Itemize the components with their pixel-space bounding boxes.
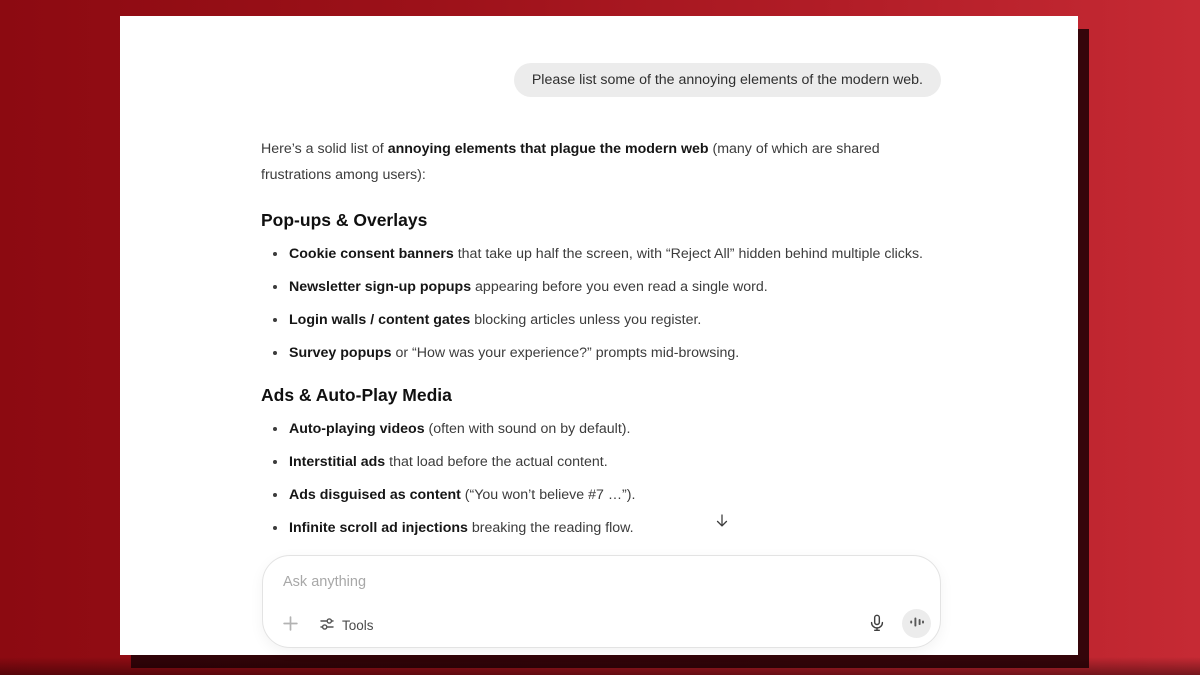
- composer: [262, 555, 941, 648]
- list-item: [261, 485, 941, 505]
- list-item: [261, 277, 941, 297]
- intro-text-post: (many of which are shared frustrations among users):: [261, 141, 880, 183]
- attach-button[interactable]: [280, 615, 300, 635]
- composer-input[interactable]: [283, 571, 903, 593]
- chat-window: [120, 16, 1078, 655]
- list-item-text: (“You won’t believe #7 …”).: [460, 487, 636, 503]
- arrow-down-icon: [713, 518, 731, 533]
- section-heading-ads: Ads & Auto-Play Media: [261, 385, 452, 405]
- voice-waveform-icon: [909, 614, 925, 633]
- list-item-bold: Newsletter sign-up popups: [289, 279, 472, 295]
- list-item: [261, 310, 941, 330]
- screen-bottom-shadow: [0, 657, 1200, 675]
- tools-button[interactable]: [319, 615, 374, 635]
- dictate-button[interactable]: [866, 613, 888, 635]
- list-item-text: appearing before you even read a single word.: [471, 279, 768, 295]
- list-item: [261, 343, 941, 363]
- assistant-intro: [261, 136, 941, 188]
- scroll-to-bottom-button[interactable]: [713, 512, 731, 530]
- bullet-list-popups: [261, 244, 941, 363]
- list-item-text: (often with sound on by default).: [424, 421, 631, 437]
- sliders-icon: [319, 616, 335, 635]
- bullet-list-ads: [261, 419, 941, 538]
- list-item: [261, 518, 941, 538]
- list-item-text: that load before the actual content.: [385, 454, 608, 470]
- list-item-text: blocking articles unless you register.: [470, 312, 702, 328]
- list-item-bold: Survey popups: [289, 345, 392, 361]
- microphone-icon: [867, 613, 887, 636]
- tools-label: Tools: [342, 617, 374, 633]
- list-item: [261, 419, 941, 439]
- assistant-message: [261, 136, 941, 551]
- list-item-text: or “How was your experience?” prompts mid-browsing.: [391, 345, 740, 361]
- intro-text: Here’s a solid list of: [261, 141, 388, 157]
- list-item-bold: Cookie consent banners: [289, 246, 454, 262]
- list-item-text: breaking the reading flow.: [467, 520, 634, 536]
- list-item: [261, 244, 941, 264]
- list-item-text: that take up half the screen, with “Reject All” hidden behind multiple clicks.: [453, 246, 924, 262]
- section-heading-popups: Pop-ups & Overlays: [261, 210, 428, 230]
- list-item-bold: Login walls / content gates: [289, 312, 471, 328]
- list-item: [261, 452, 941, 472]
- list-item-bold: Ads disguised as content: [289, 487, 461, 503]
- list-item-bold: Auto-playing videos: [289, 421, 425, 437]
- voice-mode-button[interactable]: [902, 609, 931, 638]
- plus-icon: [282, 615, 299, 635]
- intro-bold-text: annoying elements that plague the modern web: [387, 141, 709, 157]
- list-item-bold: Infinite scroll ad injections: [289, 520, 468, 536]
- user-message-bubble: Please list some of the annoying elements of the modern web.: [514, 63, 941, 97]
- list-item-bold: Interstitial ads: [289, 454, 386, 470]
